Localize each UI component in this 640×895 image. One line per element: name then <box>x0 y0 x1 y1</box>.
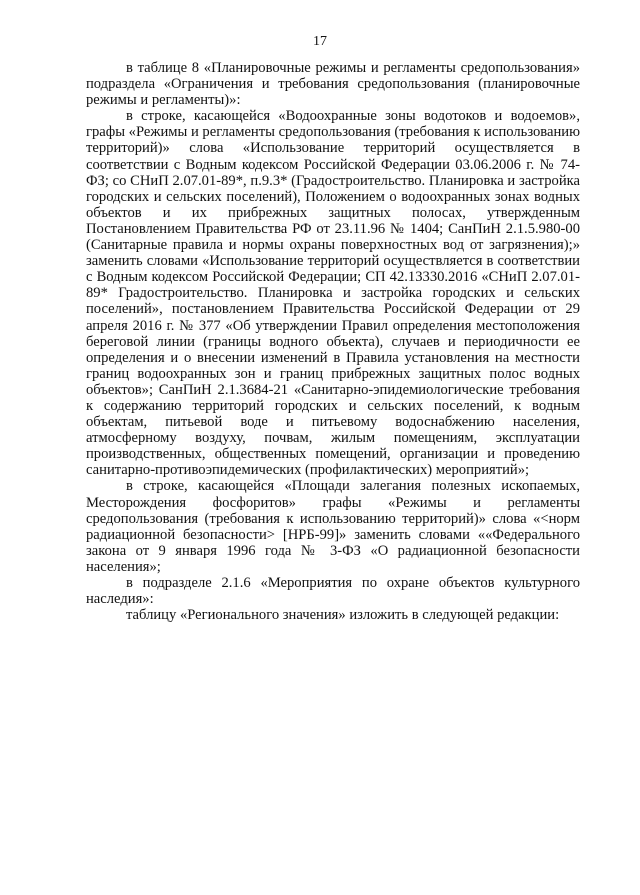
paragraph-subsection-2-1-6: в подразделе 2.1.6 «Мероприятия по охране объектов культурного наследия»: <box>86 575 580 608</box>
document-body <box>86 60 580 623</box>
paragraph-water-protection-zones: в строке, касающейся «Водоохранные зоны водотоков и водоемов», графы «Режимы и регламенты средопользования (требования к использованию территорий)» слова «Использование территорий осуществляется в соответствии с Водным кодексом Российской Федерации 03.06.2006 г. № 74-ФЗ; со СНиП 2.07.01-89*, п.9.3* (Градостроительство. Планировка и застройка городских и сельских поселений), Положением о водоохранных зонах водных объектов и их прибрежных защитных полосах, утвержденным Постановлением Правительства РФ от 23.11.96 № 1404; СанПиН 2.1.5.980-00 (Санитарные правила и нормы охраны поверхностных вод от загрязнения);» заменить словами «Использование территорий осуществляется в соответствии с Водным кодексом Российской Федерации; СП 42.13330.2016 «СНиП 2.07.01-89* Градостроительство. Планировка и застройка городских и сельских поселений», постановлением Правительства Российской Федерации от 29 апреля 2016 г. № 377 «Об утверждении Правил определения местоположения береговой линии (границы водного объекта), случаев и периодичности ее определения и о внесении изменений в Правила установления на местности границ водоохранных зон и границ прибрежных защитных полос водных объектов»; СанПиН 2.1.3684-21 «Санитарно-эпидемиологические требования к содержанию территорий городских и сельских поселений, к водным объектам, питьевой воде и питьевому водоснабжению населения, атмосферному воздуху, почвам, жилым помещениям, эксплуатации производственных, общественных помещений, организации и проведению санитарно-противоэпидемических (профилактических) мероприятий»; <box>86 108 580 479</box>
paragraph-regional-table: таблицу «Регионального значения» изложить в следующей редакции: <box>126 607 560 624</box>
page-number: 17 <box>313 34 327 49</box>
paragraph-mineral-deposits: в строке, касающейся «Площади залегания полезных ископаемых, Месторождения фосфоритов» графы «Режимы и регламенты средопользования (требования к использованию территорий)» слова «<норм радиационной безопасности> [НРБ-99]» заменить словами ««Федерального закона от 9 января 1996 года № 3-ФЗ «О радиационной безопасности населения»; <box>86 478 580 575</box>
paragraph-table8-intro: в таблице 8 «Планировочные режимы и регламенты средопользования» подраздела «Ограничения и требования средопользования (планировочные режимы и регламенты)»: <box>86 60 580 109</box>
